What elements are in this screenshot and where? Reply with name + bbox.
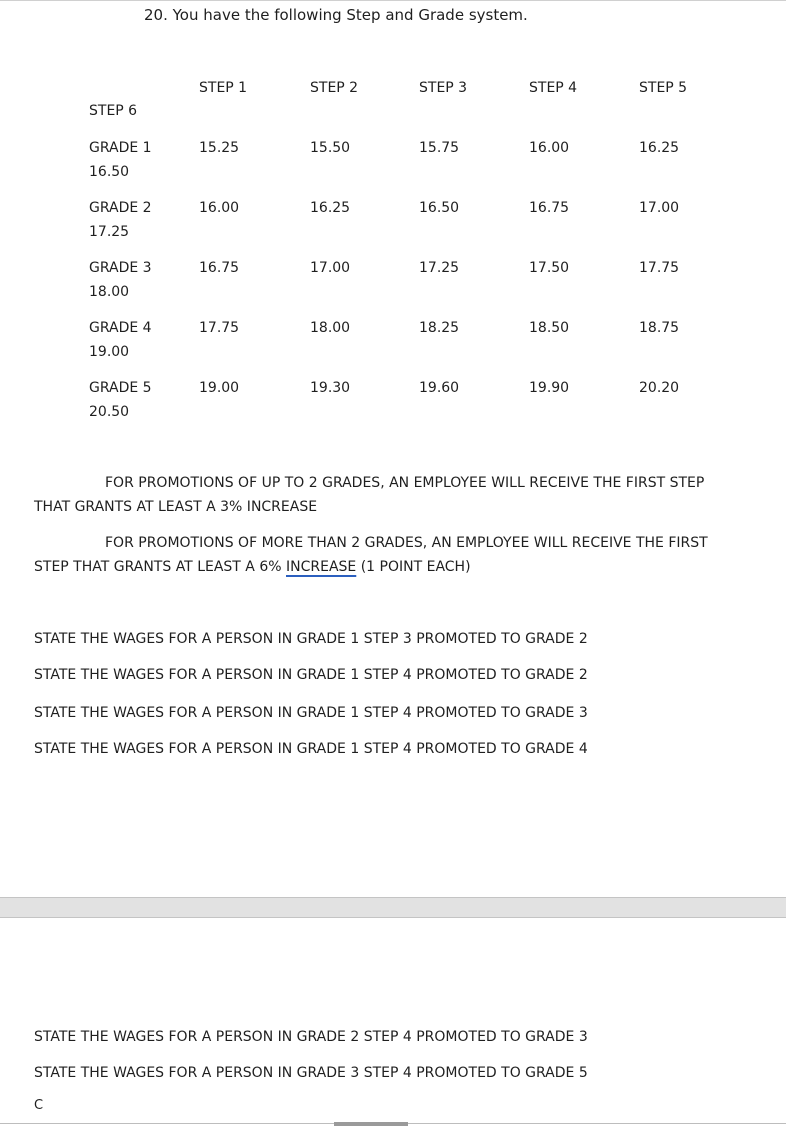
step-header: STEP 5 [639,80,688,96]
wage-cell: 18.50 [529,320,570,336]
underlined-word: INCREASE [286,559,357,575]
rule-line: THAT GRANTS AT LEAST A 3% INCREASE [34,499,318,515]
wage-cell: 17.75 [639,260,680,276]
grade-label: GRADE 3 [89,260,152,276]
question-title: 20. You have the following Step and Grade system. [144,6,528,24]
rule-line: FOR PROMOTIONS OF UP TO 2 GRADES, AN EMPLOYEE WILL RECEIVE THE FIRST STEP [105,475,705,491]
question-item: STATE THE WAGES FOR A PERSON IN GRADE 1 STEP 4 PROMOTED TO GRADE 4 [34,741,588,757]
wage-cell: 18.00 [89,284,130,300]
page-separator [0,897,786,918]
wage-cell: 16.25 [639,140,680,156]
step-header: STEP 3 [419,80,468,96]
wage-cell: 19.60 [419,380,460,396]
rule-line: FOR PROMOTIONS OF MORE THAN 2 GRADES, AN EMPLOYEE WILL RECEIVE THE FIRST [105,535,708,551]
wage-cell: 15.50 [310,140,351,156]
wage-cell: 20.20 [639,380,680,396]
step-header: STEP 1 [199,80,248,96]
step-header: STEP 4 [529,80,578,96]
wage-cell: 16.75 [529,200,570,216]
question-item: STATE THE WAGES FOR A PERSON IN GRADE 3 STEP 4 PROMOTED TO GRADE 5 [34,1065,588,1081]
wage-cell: 16.75 [199,260,240,276]
wage-cell: 19.00 [199,380,240,396]
rule-line [34,555,708,579]
wage-cell: 15.25 [199,140,240,156]
wage-cell: 20.50 [89,404,130,420]
top-border [0,0,786,1]
step-header: STEP 2 [310,80,359,96]
wage-cell: 16.00 [199,200,240,216]
wage-cell: 17.25 [89,224,130,240]
wage-cell: 18.75 [639,320,680,336]
wage-cell: 17.00 [310,260,351,276]
wage-cell: 15.75 [419,140,460,156]
grade-label: GRADE 2 [89,200,152,216]
trailing-text: C [34,1098,44,1113]
wage-cell: 16.00 [529,140,570,156]
question-item: STATE THE WAGES FOR A PERSON IN GRADE 2 STEP 4 PROMOTED TO GRADE 3 [34,1029,588,1045]
wage-cell: 18.25 [419,320,460,336]
wage-cell: 16.50 [419,200,460,216]
question-item: STATE THE WAGES FOR A PERSON IN GRADE 1 STEP 4 PROMOTED TO GRADE 2 [34,667,588,683]
promotion-rule-large [34,531,708,579]
rule-text: STEP THAT GRANTS AT LEAST A 6% [34,559,286,575]
wage-cell: 17.50 [529,260,570,276]
wage-cell: 19.30 [310,380,351,396]
wage-cell: 18.00 [310,320,351,336]
wage-cell: 16.50 [89,164,130,180]
wage-cell: 17.75 [199,320,240,336]
wage-cell: 19.00 [89,344,130,360]
wage-cell: 19.90 [529,380,570,396]
wage-cell: 17.25 [419,260,460,276]
grade-label: GRADE 5 [89,380,152,396]
question-item: STATE THE WAGES FOR A PERSON IN GRADE 1 STEP 3 PROMOTED TO GRADE 2 [34,631,588,647]
promotion-rule-small [34,471,704,519]
grade-label: GRADE 4 [89,320,152,336]
wage-cell: 16.25 [310,200,351,216]
grade-label: GRADE 1 [89,140,152,156]
wage-cell: 17.00 [639,200,680,216]
step-header: STEP 6 [89,103,138,119]
rule-text: (1 POINT EACH) [356,559,471,575]
scroll-thumb[interactable] [334,1122,408,1126]
question-item: STATE THE WAGES FOR A PERSON IN GRADE 1 STEP 4 PROMOTED TO GRADE 3 [34,705,588,721]
